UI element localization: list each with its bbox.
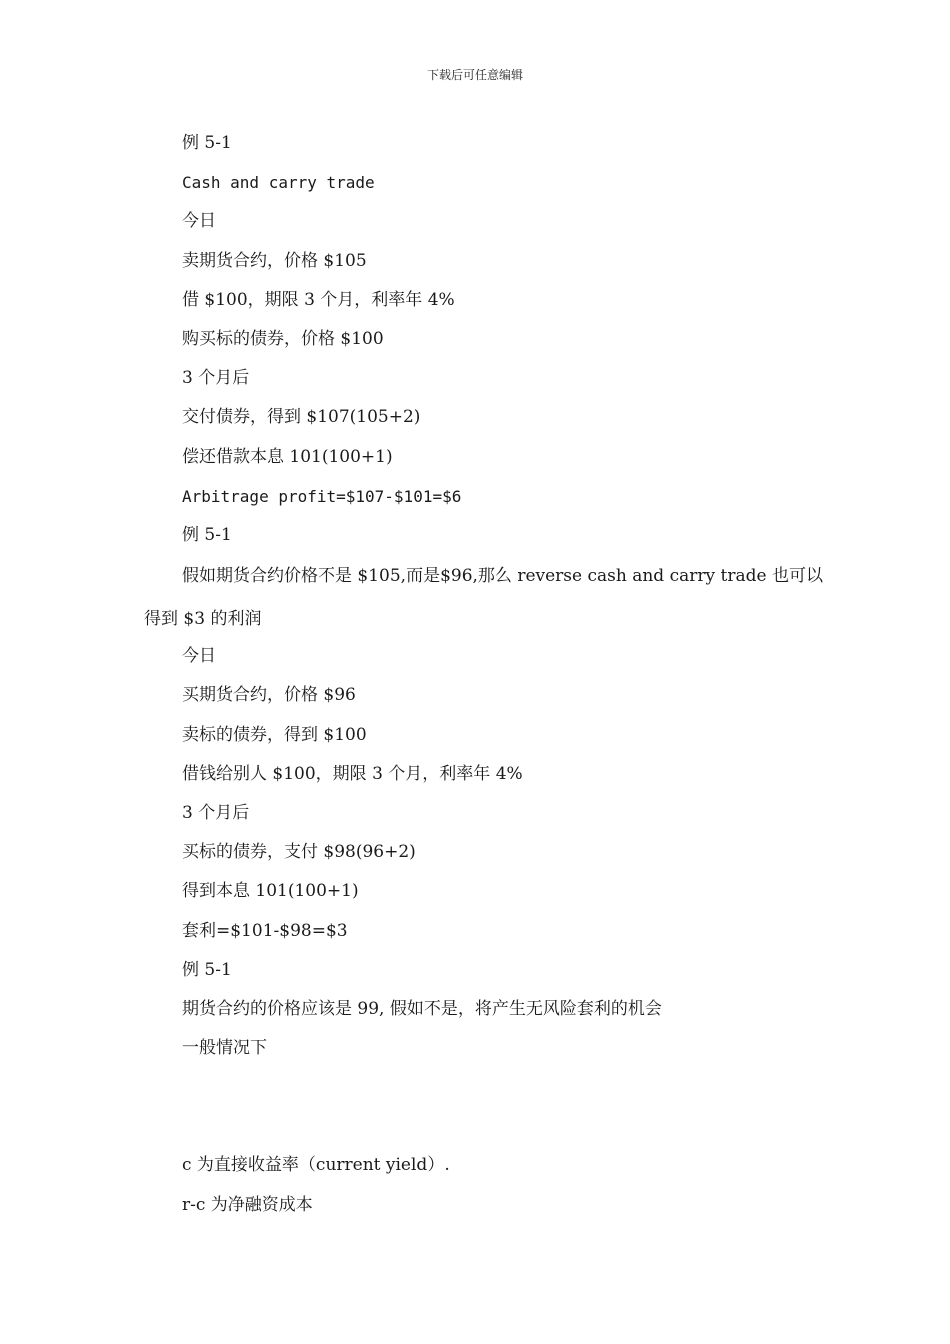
example-heading: 例 5-1 bbox=[182, 959, 232, 980]
page-header: 下载后可任意编辑 bbox=[426, 68, 523, 82]
paragraph: 交付债券，得到 $107(105+2) bbox=[182, 407, 421, 428]
paragraph: c 为直接收益率（current yield）. bbox=[182, 1155, 450, 1176]
paragraph: 假如期货合约价格不是 $105,而是$96,那么 reverse cash and carry trade 也可以得到 $3 的利润 bbox=[144, 566, 823, 630]
paragraph: Arbitrage profit=$107-$101=$6 bbox=[182, 486, 462, 506]
paragraph: 买标的债券，支付 $98(96+2) bbox=[182, 842, 416, 863]
paragraph: 借 $100，期限 3 个月，利率年 4% bbox=[182, 289, 455, 310]
paragraph: 借钱给别人 $100，期限 3 个月，利率年 4% bbox=[182, 763, 523, 784]
paragraph: 卖标的债券，得到 $100 bbox=[182, 724, 367, 745]
paragraph: 3 个月后 bbox=[182, 803, 250, 824]
paragraph: r-c 为净融资成本 bbox=[182, 1194, 313, 1215]
paragraph: 今日 bbox=[182, 646, 216, 667]
paragraph: Cash and carry trade bbox=[182, 173, 375, 193]
paragraph: 一般情况下 bbox=[182, 1038, 267, 1059]
example-heading: 例 5-1 bbox=[182, 525, 232, 546]
document-body bbox=[0, 124, 950, 1225]
paragraph: 今日 bbox=[182, 211, 216, 232]
paragraph: 得到本息 101(100+1) bbox=[182, 881, 359, 902]
paragraph: 购买标的债券，价格 $100 bbox=[182, 329, 384, 350]
paragraph: 买期货合约，价格 $96 bbox=[182, 685, 356, 706]
paragraph: 期货合约的价格应该是 99, 假如不是，将产生无风险套利的机会 bbox=[182, 999, 662, 1020]
paragraph: 卖期货合约，价格 $105 bbox=[182, 250, 367, 271]
formula-placeholder bbox=[0, 1068, 950, 1146]
example-heading: 例 5-1 bbox=[182, 133, 232, 153]
paragraph: 套利=$101-$98=$3 bbox=[182, 920, 348, 941]
paragraph: 3 个月后 bbox=[182, 368, 250, 389]
paragraph: 偿还借款本息 101(100+1) bbox=[182, 446, 393, 467]
